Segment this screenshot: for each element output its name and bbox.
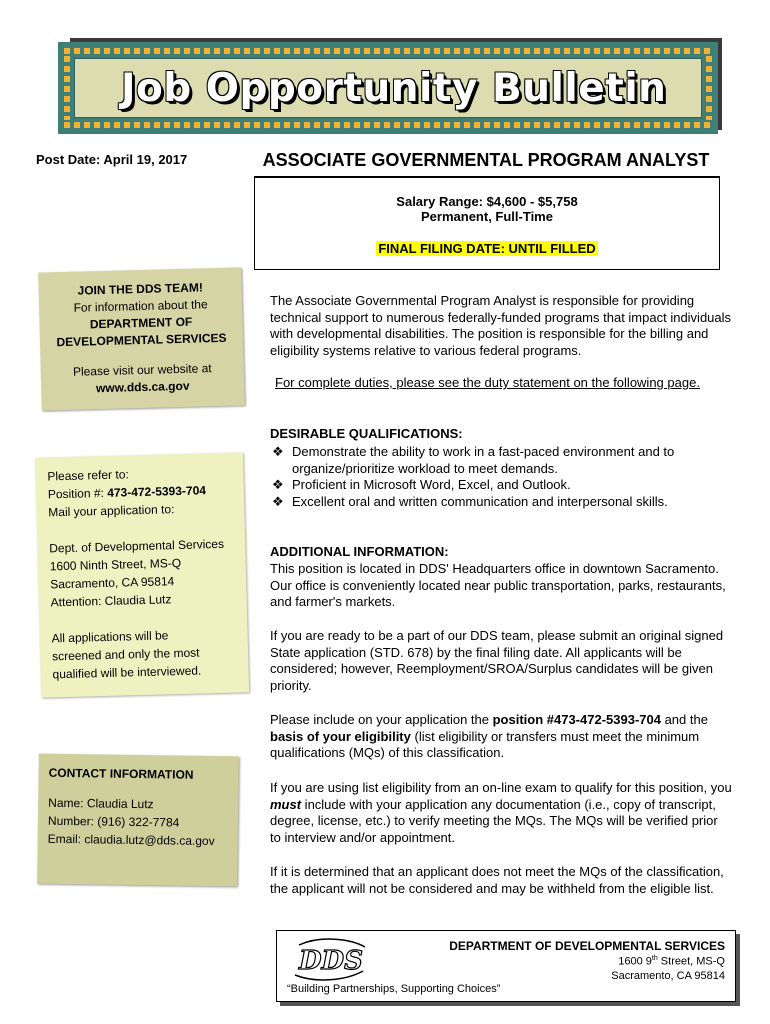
list-eligibility-paragraph bbox=[270, 780, 732, 846]
list-item bbox=[270, 477, 732, 494]
footer-box bbox=[276, 930, 736, 1002]
location-paragraph: This position is located in DDS' Headquarters office in downtown Sacramento. Our office is conveniently located near public transportation, parks, restaurants, and farmer's markets. bbox=[270, 561, 726, 609]
job-title: ASSOCIATE GOVERNMENTAL PROGRAM ANALYST bbox=[262, 150, 710, 170]
list-item bbox=[270, 444, 732, 477]
contact-heading: CONTACT INFORMATION bbox=[48, 765, 194, 782]
salary-range: Salary Range: $4,600 - $5,758 bbox=[396, 194, 578, 209]
join-visit: Please visit our website at bbox=[72, 361, 212, 379]
list-item bbox=[270, 494, 732, 511]
screening-note bbox=[51, 624, 248, 683]
address-line: 1600 Ninth Street, MS-Q bbox=[49, 555, 182, 574]
street-number: 1600 9 bbox=[618, 955, 652, 968]
apply-paragraph: If you are ready to be a part of our DDS team, please submit an original signed State application (STD. 678) by the final filing date. All applicants will be considered; however, Reemployment/SROA/Surplus candidates will be given priority. bbox=[270, 628, 724, 693]
diamond-bullet-icon: ❖ bbox=[272, 477, 284, 492]
include-text: (list eligibility or transfers must meet the minimum qualifications (MQs) of this classification. bbox=[270, 728, 700, 760]
banner-dots-left bbox=[64, 56, 70, 120]
salary-box bbox=[254, 178, 720, 270]
join-info-line: For information about the bbox=[73, 297, 208, 315]
position-number: 473-472-5393-704 bbox=[107, 483, 207, 500]
banner-dots-top bbox=[64, 48, 712, 54]
contact-panel bbox=[37, 754, 239, 887]
qualification-text: Excellent oral and written communication and interpersonal skills. bbox=[292, 493, 668, 509]
website-link[interactable]: www.dds.ca.gov bbox=[95, 378, 190, 396]
list-text: If you are using list eligibility from an on-line exam to qualify for this position, you bbox=[270, 780, 732, 795]
street-name: Street, MS-Q bbox=[657, 955, 725, 968]
join-panel bbox=[38, 267, 245, 410]
qualification-text: Demonstrate the ability to work in a fast-paced environment and to organize/prioritize workload to meet demands. bbox=[292, 444, 675, 476]
banner-inner bbox=[74, 58, 702, 118]
banner bbox=[58, 42, 718, 134]
note-line: screened and only the most bbox=[51, 645, 200, 664]
additional-heading: ADDITIONAL INFORMATION: bbox=[270, 544, 449, 559]
street-suffix: th bbox=[651, 955, 658, 962]
intro-paragraph: The Associate Governmental Program Analyst is responsible for providing technical support to numerous federally-funded programs that impact individuals with developmental disabilities. The position is responsible for the billing and eligibility systems relative to various federal programs. bbox=[270, 293, 732, 358]
post-date: Post Date: April 19, 2017 bbox=[36, 152, 188, 167]
qualification-text: Proficient in Microsoft Word, Excel, and Outlook. bbox=[292, 477, 571, 492]
employment-type: Permanent, Full-Time bbox=[421, 209, 553, 224]
contact-number: Number: (916) 322-7784 bbox=[47, 813, 180, 830]
footer-address-city: Sacramento, CA 95814 bbox=[611, 970, 725, 982]
banner-dots-bottom bbox=[64, 122, 712, 128]
qualifications-list bbox=[270, 444, 732, 510]
note-line: All applications will be bbox=[51, 628, 169, 646]
list-text: include with your application any documentation (i.e., copy of transcript, degree, license, etc.) to verify meeting the MQs. The MQs will be verified prior to interview and/or appointment. bbox=[270, 796, 718, 845]
include-basis: basis of your eligibility bbox=[270, 728, 411, 744]
list-must: must bbox=[270, 796, 302, 812]
join-department: DEPARTMENT OF DEVELOPMENTAL SERVICES bbox=[56, 314, 227, 350]
contact-email[interactable]: Email: claudia.lutz@dds.ca.gov bbox=[47, 831, 215, 849]
join-heading: JOIN THE DDS TEAM! bbox=[77, 280, 204, 298]
dds-logo-text: DDS bbox=[299, 946, 363, 976]
address-line: Dept. of Developmental Services bbox=[49, 536, 225, 556]
banner-title: Job Opportunity Bulletin bbox=[121, 65, 667, 111]
mqs-paragraph: If it is determined that an applicant does not meet the MQs of the classification, the applicant will not be considered and may be withheld from the eligible list. bbox=[270, 864, 724, 896]
refer-label: Please refer to: bbox=[47, 467, 129, 484]
duties-link[interactable]: For complete duties, please see the duty statement on the following page. bbox=[275, 375, 700, 390]
dds-logo bbox=[291, 937, 369, 981]
contact-name: Name: Claudia Lutz bbox=[48, 795, 154, 812]
include-text: and the bbox=[660, 712, 708, 727]
note-line: qualified will be interviewed. bbox=[52, 663, 202, 682]
include-text: Please include on your application the bbox=[270, 712, 493, 727]
address-line: Sacramento, CA 95814 bbox=[50, 574, 175, 592]
footer-address-street bbox=[618, 955, 725, 968]
diamond-bullet-icon: ❖ bbox=[272, 444, 284, 459]
position-label: Position #: bbox=[47, 485, 108, 502]
diamond-bullet-icon: ❖ bbox=[272, 493, 284, 509]
refer-panel bbox=[35, 452, 249, 697]
address-line: Attention: Claudia Lutz bbox=[50, 592, 172, 610]
include-position: position #473-472-5393-704 bbox=[492, 712, 661, 727]
desirable-heading: DESIRABLE QUALIFICATIONS: bbox=[270, 426, 463, 441]
mail-label: Mail your application to: bbox=[48, 502, 175, 520]
banner-dots-right bbox=[706, 56, 712, 120]
mail-address bbox=[49, 534, 247, 611]
footer-department: DEPARTMENT OF DEVELOPMENTAL SERVICES bbox=[449, 939, 725, 953]
final-filing-date: FINAL FILING DATE: UNTIL FILLED bbox=[378, 241, 596, 256]
include-paragraph bbox=[270, 712, 732, 762]
footer-tagline: “Building Partnerships, Supporting Choices” bbox=[287, 983, 501, 995]
